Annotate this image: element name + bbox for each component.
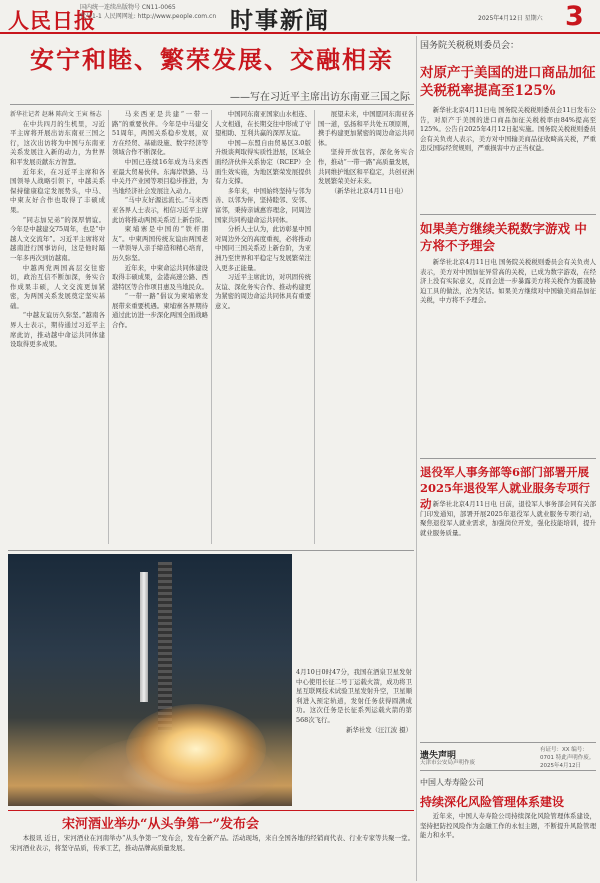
masthead: [0, 0, 600, 34]
paragraph: 近年来，中国人寿寿险公司持续深化风险管理体系建设，坚持把防控风险作为金融工作的永恒主题，不断提升风险管理能力和水平。: [420, 812, 596, 840]
rocket-launch-photo: [8, 554, 292, 806]
main-subhead: ——写在习近平主席出访东南亚三国之际: [230, 92, 410, 103]
paragraph: 习近平主席此访，对巩固传统友谊、深化务实合作、推动构建更为紧密的周边命运共同体具有重要意义。: [215, 273, 311, 310]
paragraph: 分析人士认为，此访彰显中国对周边外交的高度重视，必将推动中国同三国关系迈上新台阶，为亚洲乃至世界和平稳定与发展繁荣注入更多正能量。: [215, 225, 311, 272]
divider: [8, 810, 414, 811]
photo-credit: 新华社发（汪江波 摄）: [346, 725, 412, 734]
paragraph: “马中友好源远流长。”马来西亚各界人士表示，相信习近平主席此访将推动两国关系迈上新台阶。: [112, 196, 208, 224]
paragraph: “中越友谊历久弥坚。”越南各界人士表示，期待通过习近平主席此访，推动越中命运共同体建设取得更多成果。: [10, 311, 105, 349]
masthead-info-line2: 代号1-1 人民网网址: http://www.people.com.cn: [80, 13, 217, 20]
paragraph: 马来西亚是共建“一带一路”的重要伙伴。今年是中马建交51周年，两国关系稳步发展，双方在经贸、基础设施、数字经济等领域合作不断深化。: [112, 110, 208, 157]
insurance-headline: 持续深化风险管理体系建设: [420, 795, 565, 809]
main-article-column-3: [215, 110, 311, 544]
column-rule: [211, 110, 212, 544]
paragraph: 在中共四月的生机里，习近平主席将开展出访东南亚三国之行，这次出访将为中国与东南亚关系发展注入新的动力，为世界和平发展贡献东方智慧。: [10, 119, 105, 166]
gaming-article-body: [420, 258, 596, 454]
tariff-kicker: 国务院关税税则委员会：: [420, 41, 520, 51]
launch-glow: [126, 704, 266, 794]
paragraph: 新华社北京4月11日电 国务院关税税则委员会11日发布公告，对原产于美国的进口商品加征关税税率由84%提高至125%。公告自2025年4月12日起实施。国务院关税税则委员会有关负责人表示，美方对中国输美商品征收畸高关税，严重违反国际经贸规则，严重损害中方正当权益。: [420, 106, 596, 153]
column-rule: [314, 110, 315, 544]
page-number: 3: [565, 1, 584, 32]
bottom-article-body: [10, 834, 414, 880]
divider: [420, 742, 596, 743]
lost-notice: [420, 744, 596, 769]
main-headline: 安宁和睦、繁荣发展、交融相亲: [30, 45, 394, 74]
paragraph: 近年来，中柬命运共同体建设取得丰硕成果，金港高速公路、西港特区等合作项目惠及当地民众。: [112, 263, 208, 291]
bottom-headline: 宋河酒业举办“从头争第一”发布会: [62, 817, 259, 832]
column-rule: [108, 110, 109, 544]
tariff-headline: 对原产于美国的进口商品加征关税税率提高至125%: [420, 65, 596, 99]
divider: [420, 214, 596, 215]
paragraph: 新华社北京4月11日电 国务院关税税则委员会有关负责人表示，美方对中国加征异常高的关税，已成为数字游戏，在经济上没有实际意义，反而会进一步暴露美方将关税作为霸凌胁迫工具的做法，沦为笑话。如果美方继续对中国输美商品加征关税，中方将不予理会。: [420, 258, 596, 305]
caption-text: 4月10日0时47分，我国在酒泉卫星发射中心使用长征二号丁运载火箭，成功将卫星互联网技术试验卫星发射升空，卫星顺利进入预定轨道，发射任务获得圆满成功。这次任务是长征系列运载火箭的第568次飞行。: [296, 668, 412, 724]
divider: [10, 104, 414, 105]
notice-subtitle: 天津市公安局声明作废: [420, 760, 476, 766]
issue-date: 2025年4月12日 星期六: [478, 15, 543, 22]
paragraph: 新华社北京4月11日电 日前，退役军人事务部会同有关部门印发通知，部署开展2025年退役军人就业服务专项行动，聚焦退役军人就业需求，加强岗位开发，强化技能培训，提升就业服务质量。: [420, 500, 596, 537]
rocket: [140, 572, 148, 702]
paragraph: 近年来，在习近平主席和各国领导人战略引领下，中越关系保持健康稳定发展势头，中马、中柬友好合作也取得了丰硕成果。: [10, 167, 105, 214]
notice-title: 遗失声明: [420, 751, 457, 761]
paragraph: 本报讯 近日，宋河酒业在河南举办“从头争第一”发布会，发布全新产品。活动现场，来自全国各地的经销商代表、行业专家等共聚一堂。宋河酒业表示，将坚守品质，传承工艺，推动品牌高质量发展。: [10, 834, 414, 852]
paragraph: 中国已连续16年成为马来西亚最大贸易伙伴。东海岸铁路、马中关丹产业园等项目稳步推进，为当地经济社会发展注入动力。: [112, 157, 208, 195]
column-rule: [416, 36, 417, 881]
article-byline: 新华社记者 赵琳 陈尚文 王寅 杨志: [10, 111, 102, 118]
main-article-column-1: [10, 110, 105, 544]
gaming-headline: 如果美方继续关税数字游戏 中方将不予理会: [420, 221, 587, 253]
divider: [420, 770, 596, 771]
insurance-kicker: 中国人寿寿险公司: [420, 778, 484, 787]
paragraph: “同志加兄弟”的深厚情谊。今年是中越建交75周年，也是“中越人文交流年”。习近平主席将对越南进行国事访问，这是他时隔一年多再次到访越南。: [10, 215, 105, 262]
paragraph: 展望未来，中国愿同东南亚各国一道，弘扬和平共处五项原则，携手构建更加紧密的周边命运共同体。: [318, 110, 414, 147]
divider: [8, 550, 414, 551]
paragraph: 中国—东盟自由贸易区3.0版升级谈判取得实质性进展，区域全面经济伙伴关系协定（RCEP）全面生效实施，为地区繁荣发展提供有力支撑。: [215, 138, 311, 186]
newspaper-logo: 人民日报: [8, 8, 96, 33]
veterans-headline: 退役军人事务部等6部门部署开展2025年退役军人就业服务专项行动: [420, 465, 591, 511]
divider: [420, 458, 596, 459]
paragraph: 多年来，中国始终坚持与邻为善、以邻为伴，坚持睦邻、安邻、富邻，秉持亲诚惠容理念，同周边国家共同构建命运共同体。: [215, 186, 311, 224]
tariff-article-body: [420, 106, 596, 212]
insurance-article-body: [420, 812, 596, 880]
main-article-column-2: [112, 110, 208, 544]
paragraph: 中国同东南亚国家山水相连、人文相通，在长期交往中形成了守望相助、互利共赢的深厚友谊。: [215, 110, 311, 138]
masthead-info-line1: 国内统一连续出版物号 CN11-0065: [80, 4, 176, 11]
veterans-article-body: [420, 500, 596, 738]
photo-caption: [296, 668, 412, 735]
paragraph: （新华社北京4月11日电）: [330, 186, 407, 195]
paragraph: 柬埔寨是中国的“铁杆朋友”。中柬两国传统友谊由两国老一辈领导人亲手缔造和精心培育，历久弥坚。: [112, 225, 208, 262]
section-title: 时事新闻: [230, 8, 330, 34]
notice-detail: 有证号：XX 编号：0701 特此声明作废。2025年4月12日: [540, 747, 595, 769]
paragraph: 中越两党两国高层交往密切，政治互信不断加深，务实合作成果丰硕，人文交流更加紧密，为两国关系发展奠定坚实基础。: [10, 263, 105, 310]
paragraph: “一带一路”倡议为柬埔寨发展带来重要机遇。柬埔寨各界期待通过此访进一步深化两国全面战略合作。: [112, 292, 208, 330]
main-article-column-4: [318, 110, 414, 544]
masthead-info: [80, 3, 220, 21]
paragraph: 坚持开放包容，深化务实合作，推动“一带一路”高质量发展，共同维护地区和平稳定，共创亚洲发展繁荣美好未来。: [318, 148, 414, 186]
